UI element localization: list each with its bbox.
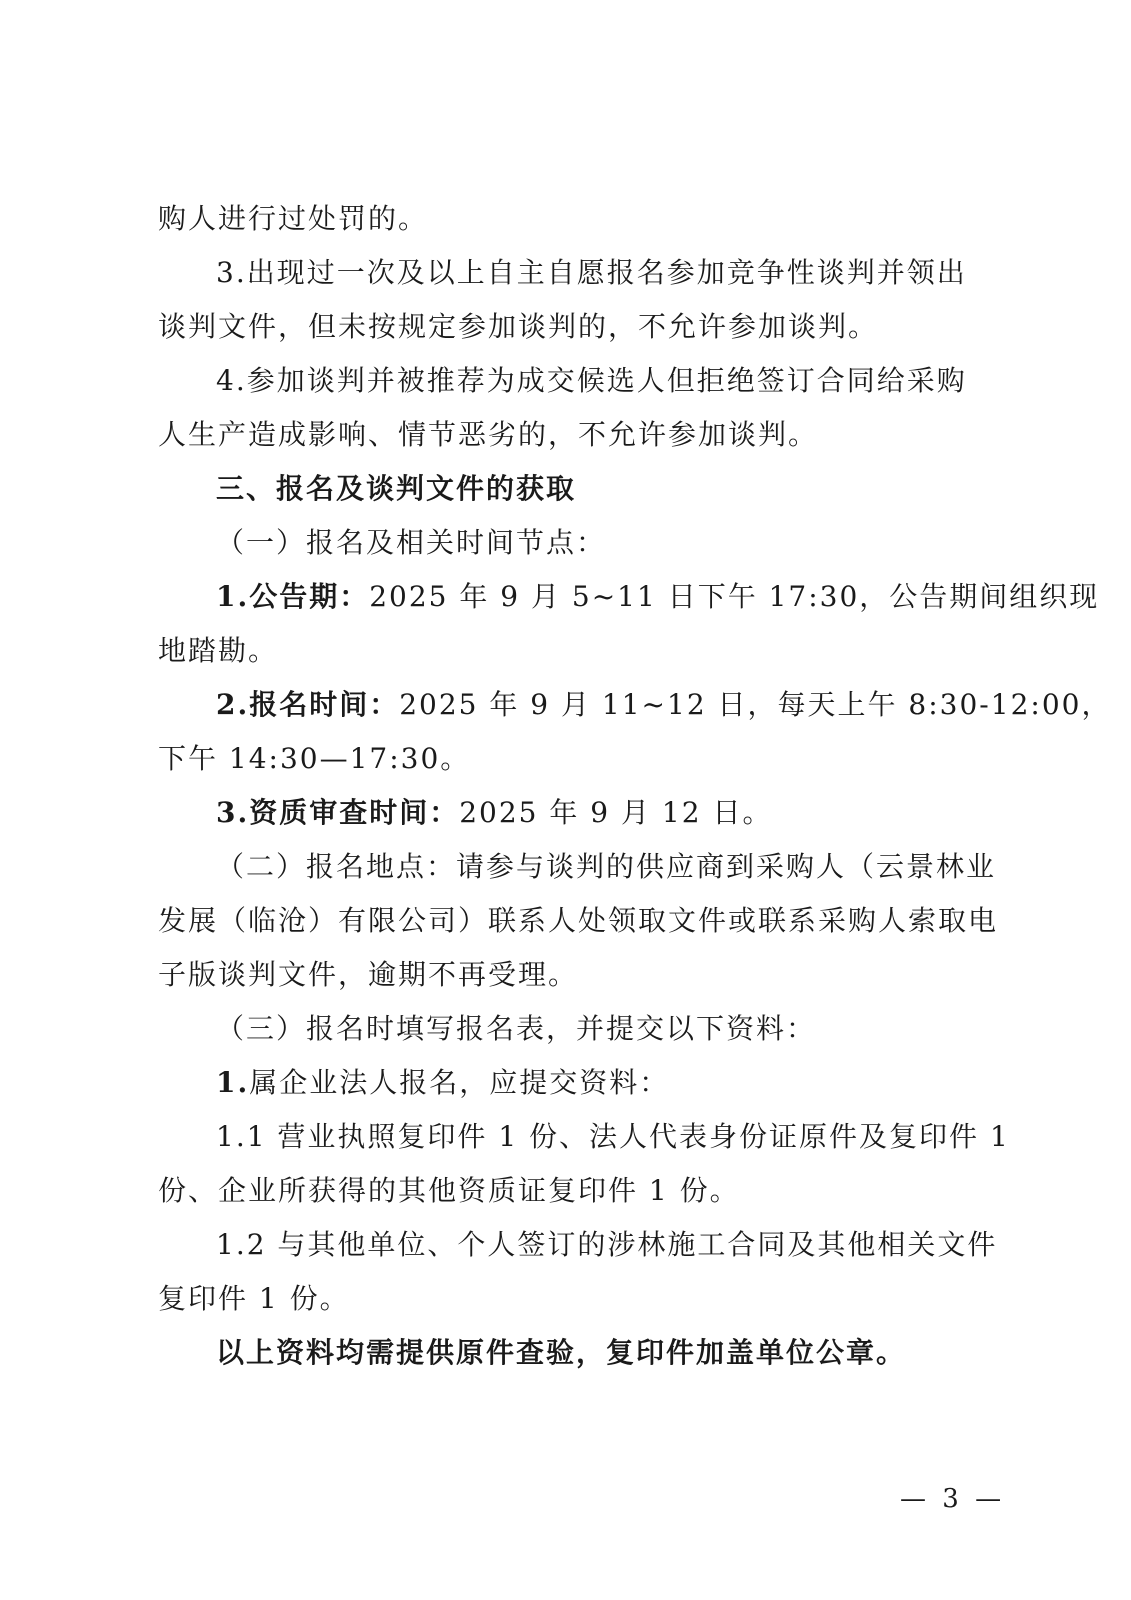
paragraph-line <box>158 570 1100 624</box>
item-text: 2025 年 9 月 12 日。 <box>459 796 773 829</box>
paragraph-line: 地踏勘。 <box>158 634 279 667</box>
paragraph-line <box>158 840 997 894</box>
paragraph-line: 购人进行过处罚的。 <box>158 202 429 235</box>
note-line: 以上资料均需提供原件查验，复印件加盖单位公章。 <box>216 1336 907 1369</box>
section-heading: 三、报名及谈判文件的获取 <box>216 472 577 505</box>
item-label: 2.报名时间： <box>216 688 400 721</box>
paragraph-line: 下午 14:30—17:30。 <box>158 742 471 775</box>
item-text: 属企业法人报名，应提交资料： <box>249 1066 670 1099</box>
paragraph-line: 复印件 1 份。 <box>158 1282 350 1315</box>
paragraph-line <box>158 678 1112 732</box>
paragraph-line: 子版谈判文件，逾期不再受理。 <box>158 958 579 991</box>
item-label: 3.资质审查时间： <box>216 796 460 829</box>
paragraph-line: 1.1 营业执照复印件 1 份、法人代表身份证原件及复印件 1 <box>216 1120 1010 1153</box>
paragraph-line: 人生产造成影响、情节恶劣的，不允许参加谈判。 <box>158 418 819 451</box>
paragraph-line: 发展（临沧）有限公司）联系人处领取文件或联系采购人索取电 <box>158 904 999 937</box>
paragraph-line: 3.出现过一次及以上自主自愿报名参加竞争性谈判并领出 <box>216 256 967 289</box>
subsection-heading: （三）报名时填写报名表，并提交以下资料： <box>216 1012 817 1045</box>
item-label: 1. <box>216 1066 250 1099</box>
item-text: 请参与谈判的供应商到采购人（云景林业 <box>456 850 997 883</box>
subsection-heading: （一）报名及相关时间节点： <box>216 526 607 559</box>
item-label: （二）报名地点： <box>216 850 457 883</box>
paragraph-line <box>158 786 978 840</box>
paragraph-line <box>158 1056 978 1110</box>
paragraph-line: 4.参加谈判并被推荐为成交候选人但拒绝签订合同给采购 <box>216 364 967 397</box>
paragraph-line: 谈判文件，但未按规定参加谈判的，不允许参加谈判。 <box>158 310 879 343</box>
item-text: 2025 年 9 月 11~12 日，每天上午 8:30-12:00， <box>399 688 1112 721</box>
paragraph-line: 1.2 与其他单位、个人签订的涉林施工合同及其他相关文件 <box>216 1228 998 1261</box>
paragraph-line: 份、企业所获得的其他资质证复印件 1 份。 <box>158 1174 740 1207</box>
item-text: 2025 年 9 月 5~11 日下午 17:30，公告期间组织现 <box>369 580 1100 613</box>
document-body <box>158 192 1112 1380</box>
item-label: 1.公告期： <box>216 580 370 613</box>
page-number: — 3 — <box>900 1484 1006 1514</box>
